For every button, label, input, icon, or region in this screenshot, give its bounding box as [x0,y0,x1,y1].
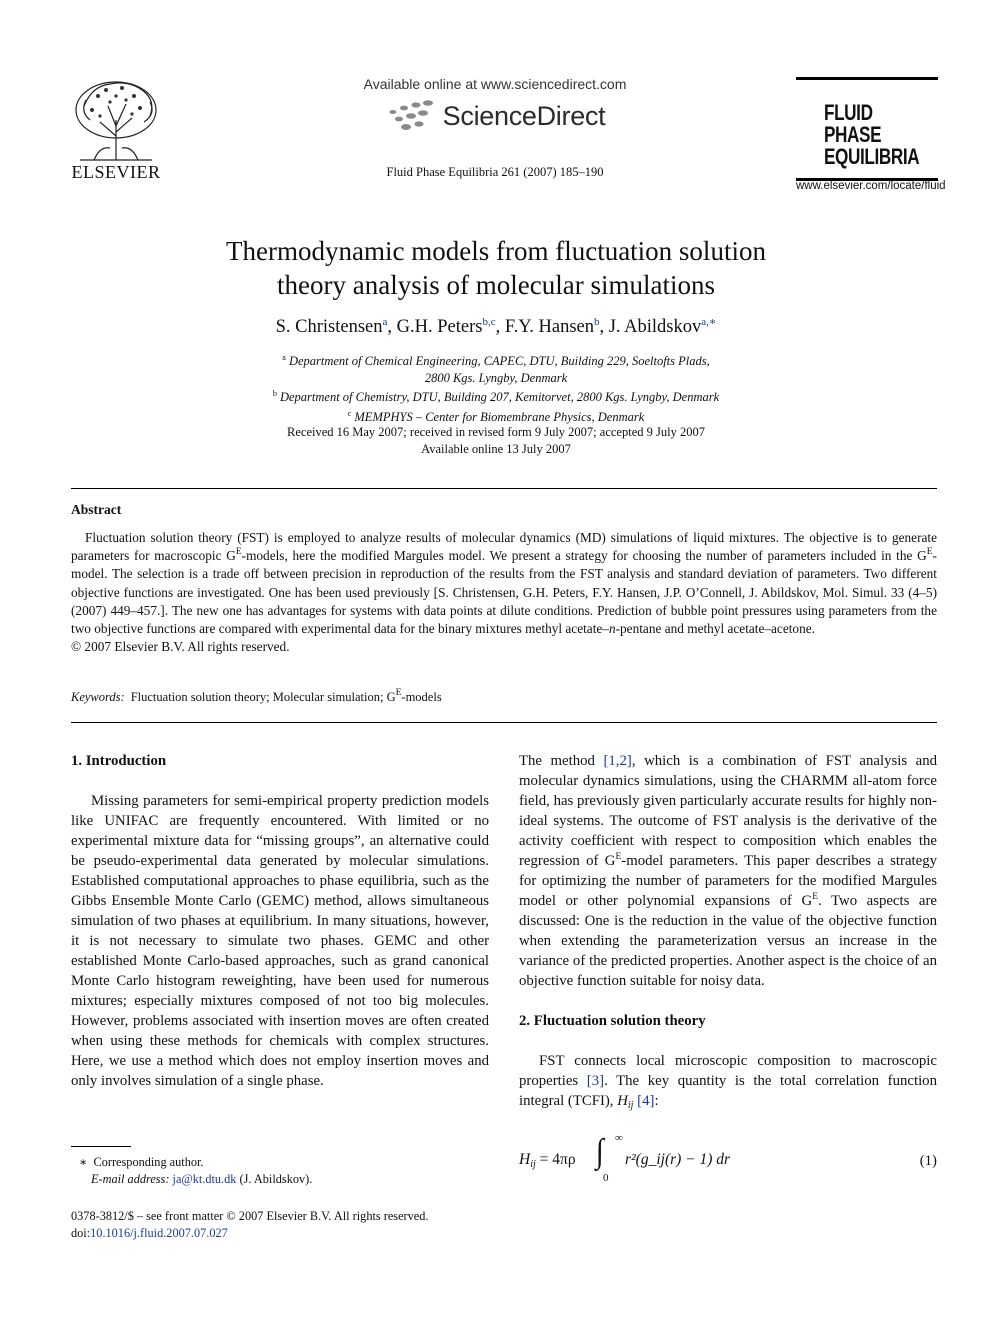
title-line-1: Thermodynamic models from fluctuation solution [226,236,766,266]
author-list [120,315,872,338]
issn-line: 0378-3812/$ – see front matter © 2007 Elsevier B.V. All rights reserved. [71,1209,429,1223]
affiliation-a [120,350,872,370]
elsevier-logo [66,76,166,183]
author-name: F.Y. Hansen [504,317,594,338]
author-name: G.H. Peters [396,317,483,338]
author-affil-link[interactable]: b [593,316,600,328]
author-separator: , [495,317,505,338]
affil-label: c [347,408,352,418]
author-name: S. Christensen [275,317,383,338]
received-dates: Received 16 May 2007; received in revised form 9 July 2007; accepted 9 July 2007 [287,425,705,439]
affil-label: b [272,389,277,399]
intro-paragraph: Missing parameters for semi-empirical property prediction models like UNIFAC are frequently encountered. With limited or no experimental mixture data for “missing groups”, an alternative could be pseudo-experimental data generated by molecular simulations. Established computational approaches to phase equilibria, such as the Gibbs Ensemble Monte Carlo (GEMC) method, allows simultaneous simulation of two phases at equilibrium. In many situations, however, it is not necessary to simulate two phases. GEMC and other established Monte Carlo-based approaches, such as grand canonical Monte Carlo histogram reweighting, have been used for numerous mixtures; especially mixtures composed of not too big molecules. However, problems associated with insertion moves are often created when using these methods for chemicals with complex structures. Here, we use a method which does not employ insertion moves and only involves simulation of a single phase. [71,793,489,1089]
elsevier-tree-icon [70,76,162,162]
footnote-rule [71,1146,131,1147]
sciencedirect-logo[interactable] [300,98,690,134]
journal-logo-top-rule [796,77,938,80]
integrand: r²(g_ij(r) − 1) dr [625,1151,731,1168]
citation-link[interactable]: [4] [637,1093,655,1109]
affil-text: Department of Chemistry, DTU, Building 207, Kemitorvet, 2800 Kgs. Lyngby, Denmark [279,390,720,405]
author-name: J. Abildskov [608,317,702,338]
journal-logo-line2: EQUILIBRIA [824,144,920,169]
left-column [71,751,489,1091]
section-heading-fst: 2. Fluctuation solution theory [519,1013,706,1029]
affil-text: Department of Chemical Engineering, CAPEC, DTU, Building 229, Soeltofts Plads, [288,354,710,369]
affiliation-a-cont: 2800 Kgs. Lyngby, Denmark [424,370,568,385]
keywords: Keywords: Fluctuation solution theory; Molecular simulation; $G^E$-models [71,688,442,704]
integral-lower-limit: 0 [603,1172,609,1184]
sciencedirect-wordmark: ScienceDirect [442,100,606,131]
doi-link[interactable]: 10.1016/j.fluid.2007.07.027 [90,1225,228,1240]
author-separator: , [387,317,397,338]
sciencedirect-header [300,76,690,134]
equation-number: (1) [919,1153,937,1169]
affiliation-b [120,386,872,406]
affiliations [120,350,872,425]
integral-upper-limit: ∞ [615,1132,623,1144]
footnote: ∗ Corresponding author. E-mail address: ja@kt.dtu.dk (J. Abildskov). [79,1155,313,1186]
section-heading-introduction: 1. Introduction [71,753,167,769]
keywords-label: Keywords: [71,690,125,704]
available-online-text: Available online at www.sciencedirect.com [363,76,627,92]
right-column [519,751,937,1111]
copyright-line: © 2007 Elsevier B.V. All rights reserved. [71,639,290,655]
author-affil-link[interactable]: b,c [482,316,496,328]
front-matter: 0378-3812/$ – see front matter © 2007 Elsevier B.V. All rights reserved. doi:10.1016/j.fluid.2007.07.027 [71,1208,571,1241]
fst-paragraph: FST connects local microscopic composition to macroscopic properties [3]. The key quantity is the total correlation function integral (TCFI), $H_{ij}$ [4]: [519,1053,937,1111]
integral-sign: ∫ [595,1133,604,1170]
journal-logo-line1: FLUID PHASE [824,100,882,147]
equation-1 [519,1132,937,1188]
journal-url-link[interactable]: www.elsevier.com/locate/fluid [796,180,946,192]
abstract-paragraph: Fluctuation solution theory (FST) is employed to analyze results of molecular dynamics (MD) simulations of liquid mixtures. The objective is to generate parameters for macroscopic $G^E$-models, here the modified Margules model. We present a strategy for choosing the number of parameters included in the $G^E$-model. The selection is a trade off between precision in reproduction of the results from the FST analysis and standard deviation of parameters. Two different objective functions are investigated. One has been used previously [S. Christensen, G.H. Peters, F.Y. Hansen, J.P. O’Connell, J. Abildskov, Mol. Simul. 33 (4–5) (2007) 449–457.]. The new one has advantages for systems with data points at dilute conditions. Prediction of bubble point pressures using parameters from the two objective functions are compared with experimental data for the binary mixtures methyl acetate–n-pentane and methyl acetate–acetone. [71,530,937,637]
author-affil-link[interactable]: a [382,316,388,328]
equation-lhs: $H_{ij} = 4\pi\rho$ [519,1151,576,1170]
author-affil-link[interactable]: a,∗ [701,316,717,328]
method-paragraph: The method [1,2], which is a combination of FST analysis and molecular dynamics simulations, using the CHARMM all-atom force field, has previously given particularly accurate results for highly non-ideal systems. The outcome of FST analysis is the derivative of the activity coefficient with respect to composition which enables the regression of $G^E$-model parameters. This paper describes a strategy for optimizing the number of parameters for the modified Margules model or other polynomial expansions of $G^E$. Two aspects are discussed: One is the reduction in the value of the objective function when extending the parameterization versus an increase in the variance of the predicted properties. Another aspect is the choice of an objective function suitable for noisy data. [519,753,937,989]
journal-reference: Fluid Phase Equilibria 261 (2007) 185–190 [386,165,604,179]
abstract-bottom-rule [71,722,937,723]
title-line-2: theory analysis of molecular simulations [277,270,715,300]
journal-logo [796,77,946,192]
abstract-body [71,529,937,656]
elsevier-wordmark: ELSEVIER [71,162,161,182]
citation-link[interactable]: [3] [586,1073,605,1089]
abstract-heading: Abstract [71,502,122,517]
affil-label: a [282,353,286,362]
sciencedirect-dots-icon [385,98,437,134]
email-link[interactable]: ja@kt.dtu.dk [172,1171,237,1186]
abstract-top-rule [71,488,937,489]
affil-text: MEMPHYS – Center for Biomembrane Physics, Denmark [354,409,645,424]
citation-link[interactable]: [1,2] [603,753,632,769]
journal-logo-title [824,100,920,169]
article-dates [120,424,872,457]
article-title [120,234,872,302]
author-separator: , [599,317,609,338]
affiliation-c [120,406,872,426]
available-online-date: Available online 13 July 2007 [421,441,571,456]
